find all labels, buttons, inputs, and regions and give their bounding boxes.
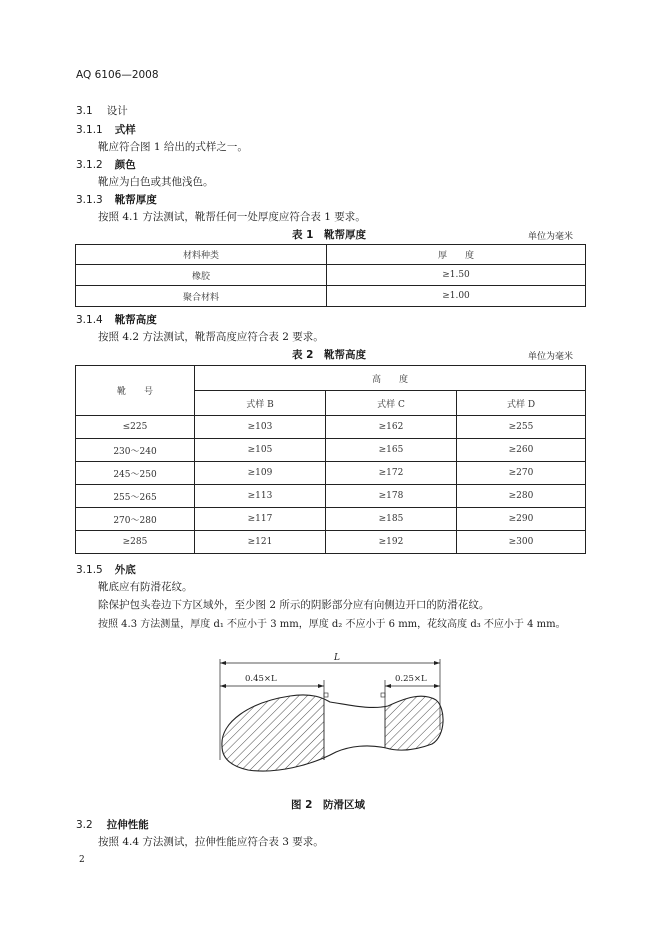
section-title: 拉伸性能 <box>106 819 149 831</box>
label-025L: 0.25×L <box>395 674 427 684</box>
table-row <box>76 508 586 531</box>
arrow-head-icon <box>434 684 440 688</box>
section-number: 3.1.5 <box>76 564 103 576</box>
table2-cell: 230～240 <box>76 439 195 462</box>
section-number: 3.1 <box>76 105 93 117</box>
table2-cell: ≥172 <box>326 462 457 485</box>
table1-cell: 聚合材料 <box>76 286 327 307</box>
section-title: 靴帮高度 <box>114 314 157 326</box>
table1 <box>75 244 586 307</box>
label-L: L <box>334 653 340 663</box>
paragraph-3-2: 按照 4.4 方法测试，拉伸性能应符合表 3 要求。 <box>98 836 324 848</box>
paragraph-3-1-5-a: 靴底应有防滑花纹。 <box>98 581 193 593</box>
table-row <box>76 462 586 485</box>
table2-cell: ≥300 <box>457 531 586 554</box>
paragraph-3-1-5-b: 除保护包头卷边下方区域外，至少图 2 所示的阴影部分应有向侧边开口的防滑花纹。 <box>98 599 490 611</box>
heading-3-1-4 <box>76 312 157 327</box>
section-number: 3.1.1 <box>76 124 103 136</box>
section-title: 靴帮厚度 <box>114 194 157 206</box>
table2-cell: 255～265 <box>76 485 195 508</box>
table2-cell: ≤225 <box>76 416 195 439</box>
section-title: 设计 <box>106 105 128 117</box>
table2-cell: ≥105 <box>195 439 326 462</box>
hatched-area-front <box>200 680 324 790</box>
table-row <box>76 286 586 307</box>
page-number: 2 <box>79 855 85 865</box>
heading-3-1-2 <box>76 157 136 172</box>
table1-header-thickness: 厚 度 <box>327 245 586 265</box>
table2-cell: ≥185 <box>326 508 457 531</box>
paragraph-3-1-4: 按照 4.2 方法测试，靴帮高度应符合表 2 要求。 <box>98 331 324 343</box>
table1-cell: ≥1.00 <box>327 286 586 307</box>
table-row <box>76 531 586 554</box>
table2-cell: ≥165 <box>326 439 457 462</box>
table2-cell: ≥103 <box>195 416 326 439</box>
table-row <box>76 439 586 462</box>
arrow-head-icon <box>434 661 440 665</box>
table2-cell: ≥280 <box>457 485 586 508</box>
table2-cell: ≥117 <box>195 508 326 531</box>
table1-header-material: 材料种类 <box>76 245 327 265</box>
heading-3-1-3 <box>76 192 157 207</box>
table2-caption: 表 2 靴帮高度 <box>292 349 366 361</box>
arrow-head-icon <box>220 684 226 688</box>
table2-header-style-c: 式样 C <box>326 391 457 416</box>
figure2-caption: 图 2 防滑区域 <box>291 799 365 811</box>
heading-3-2 <box>76 817 149 832</box>
table2-header-size: 靴 号 <box>76 366 195 416</box>
label-045L: 0.45×L <box>245 674 277 684</box>
section-number: 3.1.3 <box>76 194 103 206</box>
paragraph-3-1-5-c: 按照 4.3 方法测量，厚度 d₁ 不应小于 3 mm，厚度 d₂ 不应小于 6 mm，花纹高度 d₃ 不应小于 4 mm。 <box>98 619 566 630</box>
table2 <box>75 365 586 554</box>
section-title: 外底 <box>114 564 136 576</box>
section-number: 3.2 <box>76 819 93 831</box>
table2-cell: ≥162 <box>326 416 457 439</box>
section-title: 式样 <box>114 124 136 136</box>
paragraph-3-1-3: 按照 4.1 方法测试，靴帮任何一处厚度应符合表 1 要求。 <box>98 211 366 223</box>
table2-cell: ≥192 <box>326 531 457 554</box>
table2-cell: ≥113 <box>195 485 326 508</box>
table2-header-height: 高 度 <box>195 366 586 391</box>
section-number: 3.1.2 <box>76 159 103 171</box>
table2-header-style-b: 式样 B <box>195 391 326 416</box>
table2-cell: 245～250 <box>76 462 195 485</box>
figure2-sole-diagram <box>200 650 460 790</box>
table1-caption: 表 1 靴帮厚度 <box>292 229 366 241</box>
heading-3-1-5 <box>76 562 136 577</box>
table2-cell: ≥109 <box>195 462 326 485</box>
arrow-head-icon <box>385 684 391 688</box>
table2-cell: ≥285 <box>76 531 195 554</box>
table1-cell: 橡胶 <box>76 265 327 286</box>
standard-code: AQ 6106—2008 <box>76 69 159 81</box>
heading-3-1-1 <box>76 122 136 137</box>
arrow-head-icon <box>318 684 324 688</box>
table2-cell: ≥290 <box>457 508 586 531</box>
table2-cell: ≥255 <box>457 416 586 439</box>
table2-cell: ≥121 <box>195 531 326 554</box>
arrow-head-icon <box>220 661 226 665</box>
section-title: 颜色 <box>114 159 136 171</box>
table2-header-style-d: 式样 D <box>457 391 586 416</box>
paragraph-3-1-2: 靴应为白色或其他浅色。 <box>98 176 214 188</box>
table-row <box>76 485 586 508</box>
heading-3-1 <box>76 103 128 118</box>
table2-cell: ≥260 <box>457 439 586 462</box>
table1-cell: ≥1.50 <box>327 265 586 286</box>
table-row <box>76 265 586 286</box>
table2-cell: ≥178 <box>326 485 457 508</box>
section-number: 3.1.4 <box>76 314 103 326</box>
table2-cell: 270～280 <box>76 508 195 531</box>
table2-unit: 单位为毫米 <box>528 352 574 362</box>
table-row <box>76 416 586 439</box>
table2-cell: ≥270 <box>457 462 586 485</box>
paragraph-3-1-1: 靴应符合图 1 给出的式样之一。 <box>98 141 248 153</box>
table1-unit: 单位为毫米 <box>528 232 574 242</box>
